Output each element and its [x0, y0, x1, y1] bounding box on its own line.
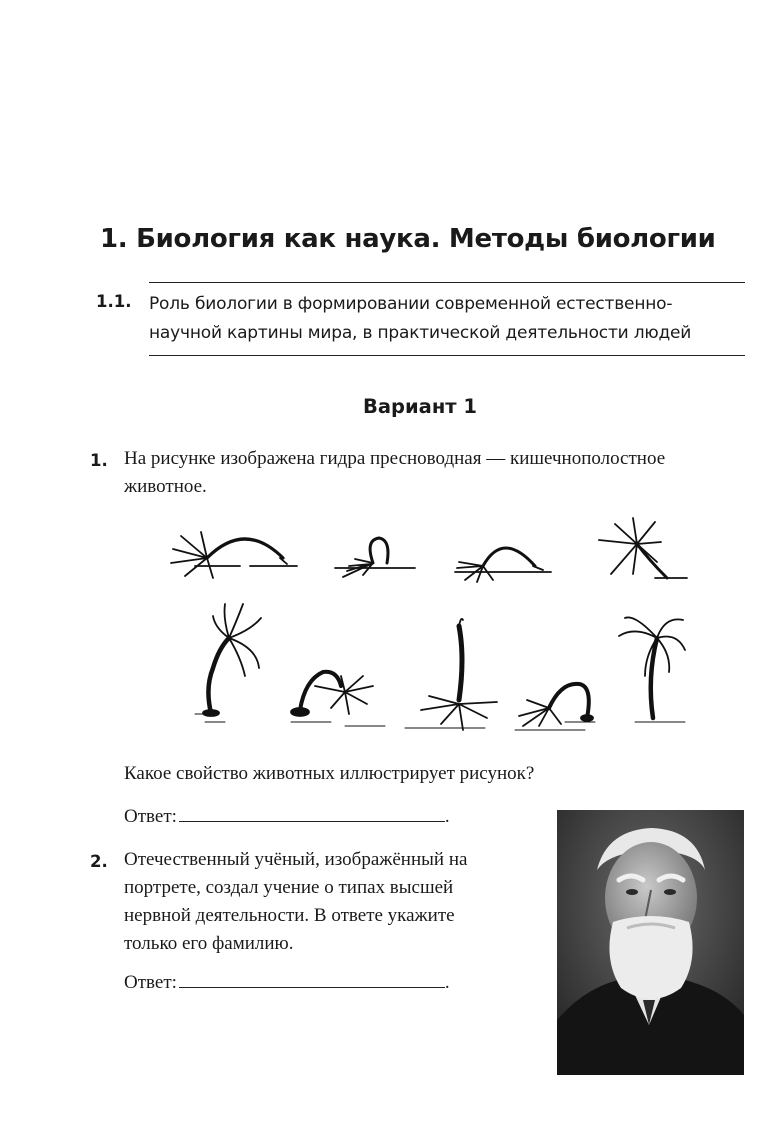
question-2-answer: Ответ: .	[124, 972, 450, 993]
question-2-line: нервной деятельности. В ответе укажите	[124, 905, 455, 926]
section-title-line: научной картины мира, в практической деятельности людей	[149, 323, 692, 343]
section-rule-top	[149, 282, 745, 283]
hydra-stage-1	[171, 532, 297, 578]
question-1-answer: Ответ: .	[124, 806, 450, 827]
question-2-number: 2.	[90, 852, 108, 871]
question-1-line: животное.	[124, 476, 207, 497]
chapter-title: 1. Биология как наука. Методы биологии	[100, 224, 716, 254]
question-2-line: портрете, создал учение о типах высшей	[124, 877, 454, 898]
hydra-stage-2	[335, 538, 415, 577]
section-title-line: Роль биологии в формировании современной естественно-	[149, 294, 673, 314]
section-rule-bottom	[149, 355, 745, 356]
question-1-line: На рисунке изображена гидра пресноводная — кишечнополостное	[124, 448, 666, 469]
hydra-stage-6	[291, 672, 385, 726]
question-1-text	[124, 445, 665, 501]
section-title	[149, 290, 749, 348]
question-2-line: Отечественный учёный, изображённый на	[124, 849, 468, 870]
hydra-movement-sequence-illustration	[165, 508, 725, 738]
answer-label: Ответ:	[124, 806, 177, 827]
hydra-stage-5	[195, 604, 261, 722]
question-1-prompt: Какое свойство животных иллюстрирует рисунок?	[124, 763, 535, 784]
section-number: 1.1.	[96, 292, 132, 311]
question-1-number: 1.	[90, 451, 108, 470]
answer-blank-line[interactable]	[179, 807, 445, 822]
hydra-stage-7	[405, 619, 497, 730]
hydra-stage-9	[619, 617, 685, 722]
hydra-stage-4	[599, 518, 687, 578]
variant-title: Вариант 1	[363, 395, 477, 418]
question-2-line: только его фамилию.	[124, 933, 294, 954]
scientist-portrait-photo	[557, 810, 744, 1075]
question-2-text	[124, 846, 467, 958]
hydra-stage-3	[455, 548, 551, 582]
answer-blank-line[interactable]	[179, 973, 445, 988]
answer-label: Ответ:	[124, 972, 177, 993]
hydra-stage-8	[515, 684, 595, 730]
